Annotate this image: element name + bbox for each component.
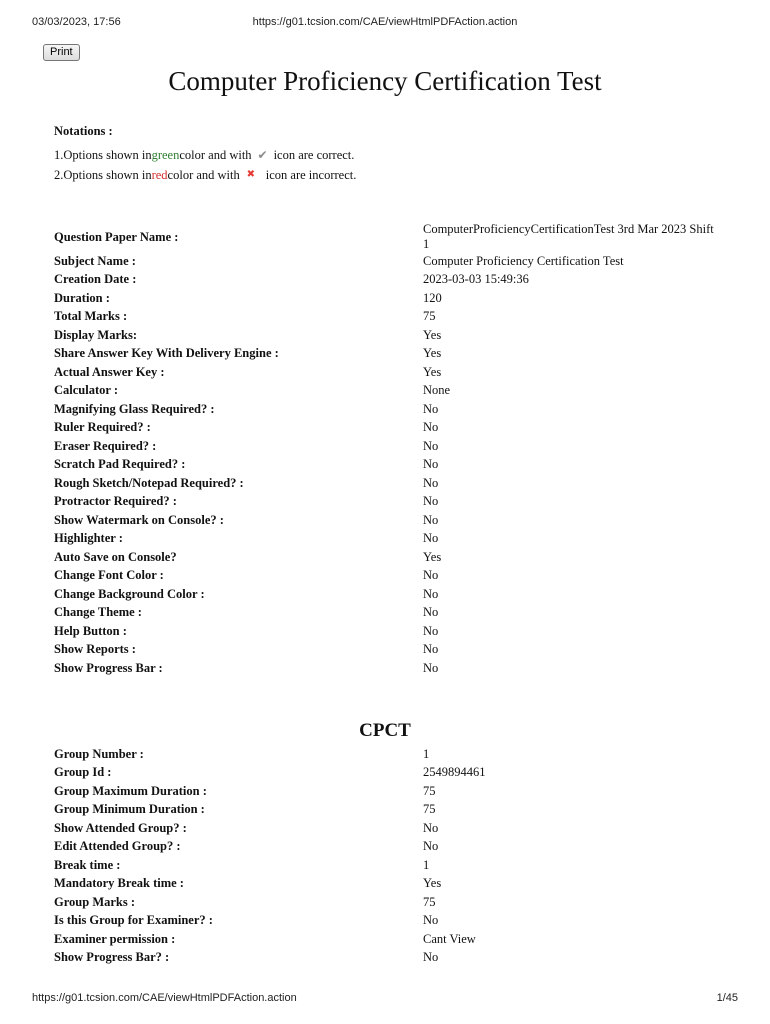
table-row <box>52 745 723 764</box>
field-label: Ruler Required? : <box>54 420 151 435</box>
table-row <box>52 548 723 567</box>
field-label: Total Marks : <box>54 309 128 324</box>
print-url-header: https://g01.tcsion.com/CAE/viewHtmlPDFAction.action <box>252 16 518 28</box>
table-row <box>52 893 723 912</box>
field-value: No <box>423 820 439 835</box>
table-row <box>52 326 723 345</box>
field-label: Break time : <box>54 857 121 872</box>
field-value: No <box>423 623 439 638</box>
field-value: Yes <box>423 876 442 891</box>
table-row <box>52 419 723 438</box>
field-label: Change Font Color : <box>54 568 164 583</box>
field-value: No <box>423 605 439 620</box>
notations-block <box>54 124 356 185</box>
field-value: 75 <box>423 802 436 817</box>
notation-correct <box>54 145 356 165</box>
field-label: Change Background Color : <box>54 586 205 601</box>
field-value: No <box>423 839 439 854</box>
notation-correct-pre: 1.Options shown in <box>54 148 152 162</box>
table-row <box>52 493 723 512</box>
table-row <box>52 363 723 382</box>
table-row <box>52 764 723 783</box>
field-value: Yes <box>423 549 442 564</box>
field-label: Mandatory Break time : <box>54 876 184 891</box>
field-label: Show Watermark on Console? : <box>54 512 224 527</box>
field-value: No <box>423 512 439 527</box>
field-value: Yes <box>423 364 442 379</box>
table-row <box>52 856 723 875</box>
field-label: Scratch Pad Required? : <box>54 457 186 472</box>
notation-correct-color: green <box>151 148 180 162</box>
group-section-title: CPCT <box>359 720 411 741</box>
table-row <box>52 437 723 456</box>
field-label: Display Marks: <box>54 327 137 342</box>
print-button[interactable]: Print <box>43 44 80 61</box>
field-label: Question Paper Name : <box>54 229 179 244</box>
field-value: No <box>423 660 439 675</box>
field-label: Show Reports : <box>54 642 136 657</box>
field-label: Eraser Required? : <box>54 438 157 453</box>
field-value: No <box>423 438 439 453</box>
notation-incorrect-pre: 2.Options shown in <box>54 168 152 182</box>
field-value: No <box>423 586 439 601</box>
cross-icon: ✖ <box>246 169 255 180</box>
notation-incorrect-mid: color and with <box>167 168 240 182</box>
field-label: Rough Sketch/Notepad Required? : <box>54 475 244 490</box>
field-value: 2549894461 <box>423 765 486 780</box>
table-row <box>52 838 723 857</box>
table-row <box>52 289 723 308</box>
field-label: Group Minimum Duration : <box>54 802 205 817</box>
field-value: No <box>423 642 439 657</box>
table-row <box>52 604 723 623</box>
field-label: Protractor Required? : <box>54 494 177 509</box>
field-label: Subject Name : <box>54 253 136 268</box>
table-row <box>52 382 723 401</box>
table-row <box>52 585 723 604</box>
field-label: Duration : <box>54 290 110 305</box>
field-value: Computer Proficiency Certification Test <box>423 253 624 268</box>
field-label: Examiner permission : <box>54 931 176 946</box>
field-label: Show Attended Group? : <box>54 820 187 835</box>
notation-correct-post: icon are correct. <box>273 148 355 162</box>
notation-correct-mid: color and with <box>179 148 252 162</box>
field-value: 75 <box>423 894 436 909</box>
table-row <box>52 930 723 949</box>
table-row <box>52 782 723 801</box>
field-label: Help Button : <box>54 623 127 638</box>
print-url-footer: https://g01.tcsion.com/CAE/viewHtmlPDFAction.action <box>32 992 297 1004</box>
table-row <box>52 622 723 641</box>
table-row <box>52 511 723 530</box>
page-number: 1/45 <box>716 992 738 1004</box>
field-label: Show Progress Bar : <box>54 660 163 675</box>
notation-incorrect-color: red <box>151 168 168 182</box>
field-value: Cant View <box>423 931 476 946</box>
field-label: Edit Attended Group? : <box>54 839 181 854</box>
field-value: Yes <box>423 327 442 342</box>
field-label: Auto Save on Console? <box>54 549 177 564</box>
field-label: Calculator : <box>54 383 118 398</box>
field-label: Is this Group for Examiner? : <box>54 913 213 928</box>
field-value: No <box>423 913 439 928</box>
field-value: No <box>423 457 439 472</box>
field-value: 75 <box>423 309 436 324</box>
field-value: None <box>423 383 451 398</box>
field-label: Group Id : <box>54 765 112 780</box>
field-value: Yes <box>423 346 442 361</box>
table-row <box>52 801 723 820</box>
field-value: 120 <box>423 290 442 305</box>
field-value: 75 <box>423 783 436 798</box>
field-value: 1 <box>423 857 430 872</box>
table-row <box>52 949 723 968</box>
field-value: No <box>423 531 439 546</box>
table-row <box>52 819 723 838</box>
table-row <box>52 659 723 678</box>
paper-info-table <box>52 222 723 678</box>
table-row <box>52 456 723 475</box>
table-row <box>52 474 723 493</box>
field-label: Group Marks : <box>54 894 136 909</box>
field-value: No <box>423 420 439 435</box>
table-row <box>52 875 723 894</box>
table-row <box>52 271 723 290</box>
field-label: Share Answer Key With Delivery Engine : <box>54 346 279 361</box>
field-value: 2023-03-03 15:49:36 <box>423 272 529 287</box>
field-value: No <box>423 494 439 509</box>
table-row <box>52 567 723 586</box>
notation-incorrect <box>54 165 356 185</box>
page-title: Computer Proficiency Certification Test <box>168 66 602 96</box>
field-label: Show Progress Bar? : <box>54 950 170 965</box>
table-row <box>52 345 723 364</box>
field-label: Group Number : <box>54 746 144 761</box>
field-label: Group Maximum Duration : <box>54 783 207 798</box>
notation-incorrect-post: icon are incorrect. <box>265 168 357 182</box>
table-row <box>52 530 723 549</box>
notations-heading: Notations : <box>54 124 113 138</box>
table-row <box>52 222 723 252</box>
field-label: Actual Answer Key : <box>54 364 165 379</box>
table-row <box>52 641 723 660</box>
field-label: Change Theme : <box>54 605 142 620</box>
print-datetime: 03/03/2023, 17:56 <box>32 16 121 28</box>
field-value: 1 <box>423 746 430 761</box>
field-value: No <box>423 475 439 490</box>
field-value: No <box>423 950 439 965</box>
field-value: ComputerProficiencyCertificationTest 3rd Mar 2023 Shift 1 <box>423 222 714 251</box>
group-info-table <box>52 745 723 967</box>
table-row <box>52 308 723 327</box>
table-row <box>52 400 723 419</box>
field-value: No <box>423 568 439 583</box>
field-label: Creation Date : <box>54 272 137 287</box>
field-value: No <box>423 401 439 416</box>
field-label: Highlighter : <box>54 531 123 546</box>
check-icon: ✔ <box>257 148 268 162</box>
table-row <box>52 252 723 271</box>
table-row <box>52 912 723 931</box>
field-label: Magnifying Glass Required? : <box>54 401 215 416</box>
